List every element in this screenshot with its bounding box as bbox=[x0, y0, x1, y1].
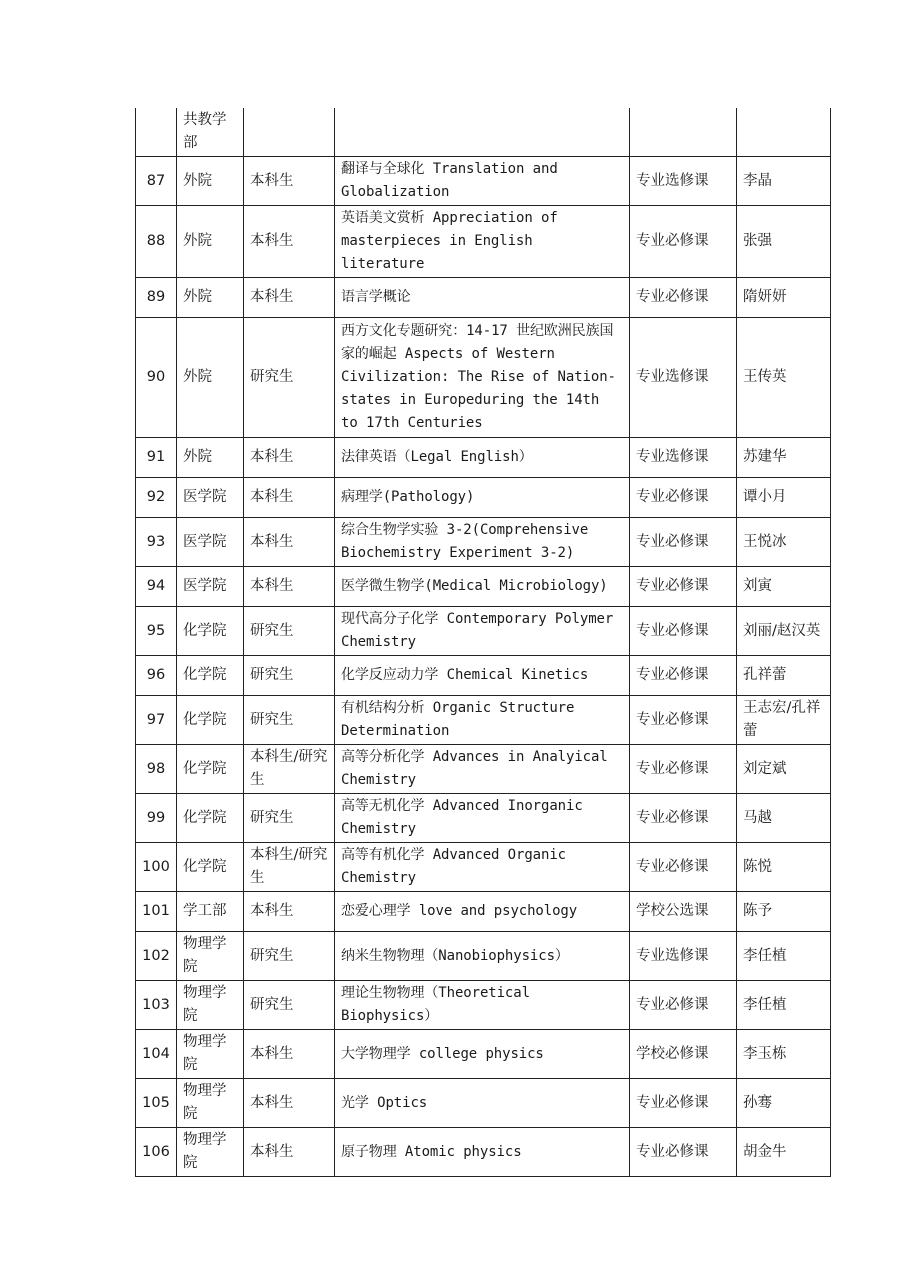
department-cell: 化学院 bbox=[177, 745, 244, 794]
student-level-cell: 研究生 bbox=[244, 981, 335, 1030]
table-row bbox=[136, 438, 831, 478]
department-cell: 外院 bbox=[177, 278, 244, 318]
student-level-cell: 本科生 bbox=[244, 567, 335, 607]
course-type-cell: 专业必修课 bbox=[630, 567, 737, 607]
course-type-cell bbox=[630, 108, 737, 157]
course-name-cell: 原子物理 Atomic physics bbox=[335, 1128, 630, 1177]
teacher-cell: 王传英 bbox=[737, 318, 831, 438]
course-name-cell: 语言学概论 bbox=[335, 278, 630, 318]
row-number: 95 bbox=[136, 607, 177, 656]
course-name-cell: 大学物理学 college physics bbox=[335, 1030, 630, 1079]
teacher-cell: 苏建华 bbox=[737, 438, 831, 478]
teacher-cell: 谭小月 bbox=[737, 478, 831, 518]
department-cell: 医学院 bbox=[177, 567, 244, 607]
course-name-cell: 光学 Optics bbox=[335, 1079, 630, 1128]
row-number: 98 bbox=[136, 745, 177, 794]
teacher-cell: 陈予 bbox=[737, 892, 831, 932]
student-level-cell bbox=[244, 108, 335, 157]
course-name-cell: 理论生物物理（Theoretical Biophysics） bbox=[335, 981, 630, 1030]
table-row bbox=[136, 318, 831, 438]
course-name-cell bbox=[335, 108, 630, 157]
table-row bbox=[136, 1079, 831, 1128]
course-type-cell: 专业必修课 bbox=[630, 843, 737, 892]
course-table bbox=[135, 108, 831, 1177]
teacher-cell bbox=[737, 108, 831, 157]
course-type-cell: 专业选修课 bbox=[630, 932, 737, 981]
row-number bbox=[136, 108, 177, 157]
course-type-cell: 专业必修课 bbox=[630, 278, 737, 318]
department-cell: 医学院 bbox=[177, 478, 244, 518]
course-type-cell: 专业选修课 bbox=[630, 318, 737, 438]
department-cell: 外院 bbox=[177, 157, 244, 206]
department-cell: 物理学院 bbox=[177, 1030, 244, 1079]
student-level-cell: 本科生/研究生 bbox=[244, 745, 335, 794]
course-name-cell: 西方文化专题研究：14-17 世纪欧洲民族国家的崛起 Aspects of Western Civilization: The Rise of Nation-states in Europeduring the 14th to 17th Centuries bbox=[335, 318, 630, 438]
course-name-cell: 恋爱心理学 love and psychology bbox=[335, 892, 630, 932]
student-level-cell: 研究生 bbox=[244, 607, 335, 656]
course-name-cell: 英语美文赏析 Appreciation of masterpieces in English literature bbox=[335, 206, 630, 278]
row-number: 91 bbox=[136, 438, 177, 478]
student-level-cell: 研究生 bbox=[244, 318, 335, 438]
table-row bbox=[136, 892, 831, 932]
table-row bbox=[136, 157, 831, 206]
teacher-cell: 刘丽/赵汉英 bbox=[737, 607, 831, 656]
department-cell: 化学院 bbox=[177, 843, 244, 892]
student-level-cell: 本科生/研究生 bbox=[244, 843, 335, 892]
department-cell: 物理学院 bbox=[177, 932, 244, 981]
course-type-cell: 专业必修课 bbox=[630, 981, 737, 1030]
table-row bbox=[136, 278, 831, 318]
table-row bbox=[136, 1030, 831, 1079]
row-number: 100 bbox=[136, 843, 177, 892]
department-cell: 化学院 bbox=[177, 607, 244, 656]
table-row bbox=[136, 1128, 831, 1177]
row-number: 93 bbox=[136, 518, 177, 567]
teacher-cell: 李任植 bbox=[737, 932, 831, 981]
table-row bbox=[136, 656, 831, 696]
table-row bbox=[136, 745, 831, 794]
course-type-cell: 专业选修课 bbox=[630, 157, 737, 206]
row-number: 90 bbox=[136, 318, 177, 438]
teacher-cell: 马越 bbox=[737, 794, 831, 843]
student-level-cell: 本科生 bbox=[244, 1128, 335, 1177]
department-cell: 共教学部 bbox=[177, 108, 244, 157]
table-row bbox=[136, 478, 831, 518]
course-name-cell: 现代高分子化学 Contemporary Polymer Chemistry bbox=[335, 607, 630, 656]
course-type-cell: 专业必修课 bbox=[630, 656, 737, 696]
student-level-cell: 本科生 bbox=[244, 518, 335, 567]
course-type-cell: 专业必修课 bbox=[630, 1079, 737, 1128]
row-number: 106 bbox=[136, 1128, 177, 1177]
course-type-cell: 专业必修课 bbox=[630, 745, 737, 794]
table-row bbox=[136, 981, 831, 1030]
teacher-cell: 孔祥蕾 bbox=[737, 656, 831, 696]
department-cell: 外院 bbox=[177, 318, 244, 438]
department-cell: 物理学院 bbox=[177, 1128, 244, 1177]
row-number: 87 bbox=[136, 157, 177, 206]
course-name-cell: 翻译与全球化 Translation and Globalization bbox=[335, 157, 630, 206]
student-level-cell: 本科生 bbox=[244, 157, 335, 206]
teacher-cell: 李任植 bbox=[737, 981, 831, 1030]
teacher-cell: 隋妍妍 bbox=[737, 278, 831, 318]
department-cell: 化学院 bbox=[177, 656, 244, 696]
row-number: 92 bbox=[136, 478, 177, 518]
course-type-cell: 专业必修课 bbox=[630, 206, 737, 278]
course-type-cell: 专业必修课 bbox=[630, 518, 737, 567]
row-number: 89 bbox=[136, 278, 177, 318]
teacher-cell: 陈悦 bbox=[737, 843, 831, 892]
table-row bbox=[136, 607, 831, 656]
table-row bbox=[136, 108, 831, 157]
student-level-cell: 本科生 bbox=[244, 478, 335, 518]
teacher-cell: 王志宏/孔祥蕾 bbox=[737, 696, 831, 745]
department-cell: 学工部 bbox=[177, 892, 244, 932]
course-type-cell: 专业选修课 bbox=[630, 438, 737, 478]
table-row bbox=[136, 696, 831, 745]
course-type-cell: 专业必修课 bbox=[630, 478, 737, 518]
course-name-cell: 化学反应动力学 Chemical Kinetics bbox=[335, 656, 630, 696]
course-type-cell: 专业必修课 bbox=[630, 696, 737, 745]
teacher-cell: 张强 bbox=[737, 206, 831, 278]
table-row bbox=[136, 206, 831, 278]
department-cell: 外院 bbox=[177, 438, 244, 478]
student-level-cell: 本科生 bbox=[244, 206, 335, 278]
student-level-cell: 本科生 bbox=[244, 1079, 335, 1128]
teacher-cell: 刘定斌 bbox=[737, 745, 831, 794]
teacher-cell: 胡金牛 bbox=[737, 1128, 831, 1177]
row-number: 104 bbox=[136, 1030, 177, 1079]
row-number: 102 bbox=[136, 932, 177, 981]
course-type-cell: 专业必修课 bbox=[630, 1128, 737, 1177]
student-level-cell: 研究生 bbox=[244, 696, 335, 745]
course-name-cell: 纳米生物物理（Nanobiophysics） bbox=[335, 932, 630, 981]
table-row bbox=[136, 567, 831, 607]
course-name-cell: 高等无机化学 Advanced Inorganic Chemistry bbox=[335, 794, 630, 843]
row-number: 97 bbox=[136, 696, 177, 745]
teacher-cell: 刘寅 bbox=[737, 567, 831, 607]
row-number: 96 bbox=[136, 656, 177, 696]
department-cell: 物理学院 bbox=[177, 981, 244, 1030]
student-level-cell: 本科生 bbox=[244, 438, 335, 478]
student-level-cell: 研究生 bbox=[244, 656, 335, 696]
teacher-cell: 孙骞 bbox=[737, 1079, 831, 1128]
course-type-cell: 专业必修课 bbox=[630, 607, 737, 656]
course-name-cell: 医学微生物学(Medical Microbiology) bbox=[335, 567, 630, 607]
course-name-cell: 有机结构分析 Organic Structure Determination bbox=[335, 696, 630, 745]
student-level-cell: 本科生 bbox=[244, 892, 335, 932]
table-row bbox=[136, 518, 831, 567]
department-cell: 医学院 bbox=[177, 518, 244, 567]
row-number: 105 bbox=[136, 1079, 177, 1128]
teacher-cell: 李晶 bbox=[737, 157, 831, 206]
teacher-cell: 王悦冰 bbox=[737, 518, 831, 567]
table-row bbox=[136, 794, 831, 843]
row-number: 101 bbox=[136, 892, 177, 932]
table-row bbox=[136, 843, 831, 892]
row-number: 88 bbox=[136, 206, 177, 278]
course-name-cell: 病理学(Pathology) bbox=[335, 478, 630, 518]
student-level-cell: 本科生 bbox=[244, 1030, 335, 1079]
course-name-cell: 高等有机化学 Advanced Organic Chemistry bbox=[335, 843, 630, 892]
student-level-cell: 研究生 bbox=[244, 932, 335, 981]
course-type-cell: 专业必修课 bbox=[630, 794, 737, 843]
department-cell: 外院 bbox=[177, 206, 244, 278]
course-name-cell: 高等分析化学 Advances in Analyical Chemistry bbox=[335, 745, 630, 794]
course-type-cell: 学校必修课 bbox=[630, 1030, 737, 1079]
course-name-cell: 法律英语（Legal English） bbox=[335, 438, 630, 478]
department-cell: 化学院 bbox=[177, 696, 244, 745]
row-number: 94 bbox=[136, 567, 177, 607]
row-number: 103 bbox=[136, 981, 177, 1030]
course-name-cell: 综合生物学实验 3-2(Comprehensive Biochemistry Experiment 3-2) bbox=[335, 518, 630, 567]
table-body bbox=[136, 108, 831, 1177]
department-cell: 化学院 bbox=[177, 794, 244, 843]
student-level-cell: 研究生 bbox=[244, 794, 335, 843]
course-type-cell: 学校公选课 bbox=[630, 892, 737, 932]
teacher-cell: 李玉栋 bbox=[737, 1030, 831, 1079]
table-row bbox=[136, 932, 831, 981]
row-number: 99 bbox=[136, 794, 177, 843]
student-level-cell: 本科生 bbox=[244, 278, 335, 318]
department-cell: 物理学院 bbox=[177, 1079, 244, 1128]
